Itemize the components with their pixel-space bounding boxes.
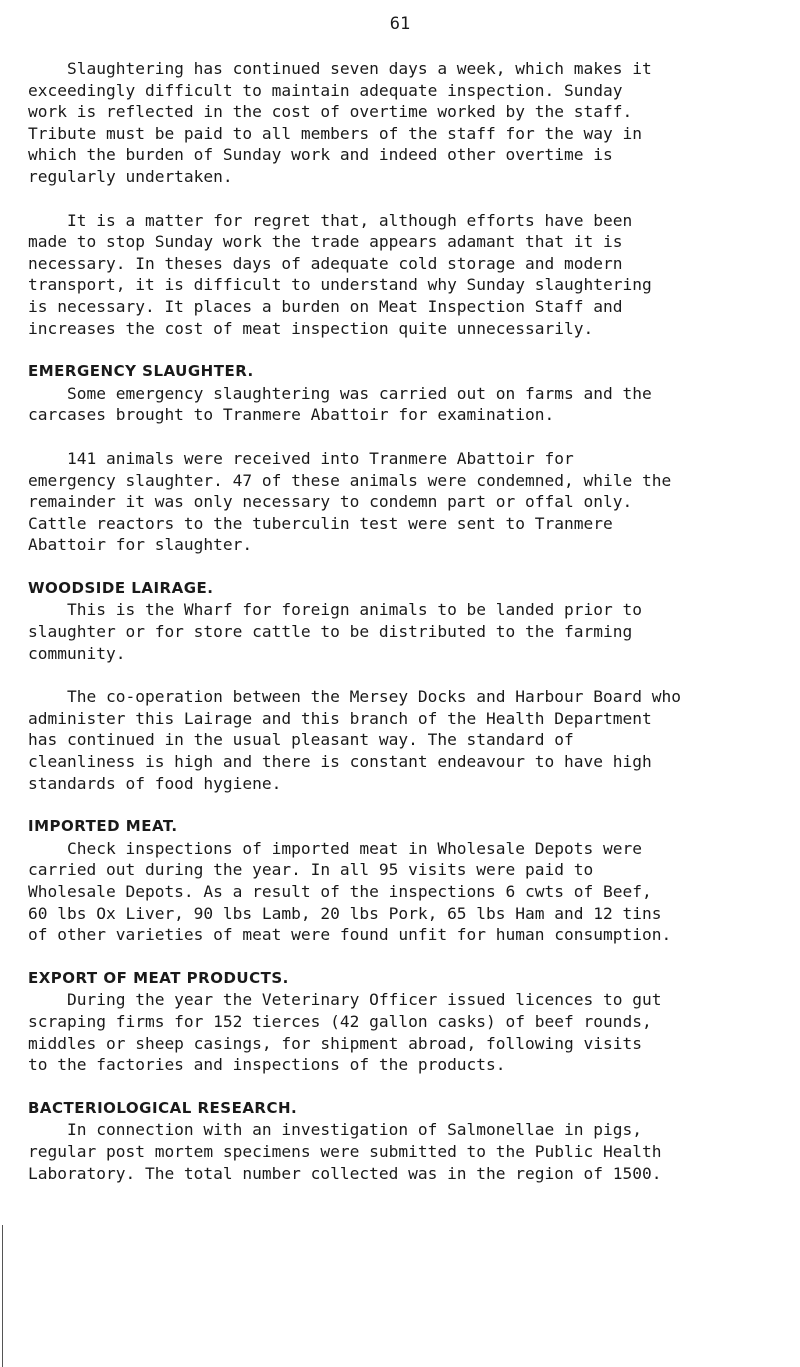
document-body <box>28 58 788 1184</box>
paragraph: In connection with an investigation of Salmonellae in pigs, regular post mortem specimens were submitted to the Public Health Laboratory. The total number collected was in the region of 1500. <box>28 1120 662 1183</box>
scan-margin-line <box>2 1225 3 1367</box>
paragraph: Check inspections of imported meat in Wholesale Depots were carried out during the year. In all 95 visits were paid to Wholesale Depots. As a result of the inspections 6 cwts of Beef, 60 lbs Ox Liver, 90 lbs Lamb, 20 lbs Pork, 65 lbs Ham and 12 tins of other varieties of meat were found unfit for human consumption. <box>28 838 672 945</box>
paragraph: The co-operation between the Mersey Docks and Harbour Board who administer this Lairage and this branch of the Health Department has continued in the usual pleasant way. The standard of cleanliness is high and there is constant endeavour to have high standards of food hygiene. <box>28 687 681 793</box>
paragraph: Slaughtering has continued seven days a week, which makes it exceedingly difficult to maintain adequate inspection. Sunday work is reflected in the cost of overtime worked by the staff. Tribute must be paid to all members of the staff for the way in which the burden of Sunday work and indeed other overtime is regularly undertaken. <box>28 59 652 186</box>
section-heading: EXPORT OF MEAT PRODUCTS. <box>28 968 289 987</box>
paragraph: It is a matter for regret that, although efforts have been made to stop Sunday work the trade appears adamant that it is necessary. In theses days of adequate cold storage and modern transport, it is difficult to understand why Sunday slaughtering is necessary. It places a burden on Meat Inspection Staff and increases the cost of meat inspection quite unnecessarily. <box>28 210 652 338</box>
page-number: 61 <box>389 14 411 34</box>
section-heading: BACTERIOLOGICAL RESEARCH. <box>28 1098 298 1117</box>
paragraph: During the year the Veterinary Officer issued licences to gut scraping firms for 152 tierces (42 gallon casks) of beef rounds, middles or sheep casings, for shipment abroad, following visits to the factories and inspections of the products. <box>28 990 662 1075</box>
paragraph: 141 animals were received into Tranmere Abattoir for emergency slaughter. 47 of these animals were condemned, while the remainder it was only necessary to condemn part or offal only. Cattle reactors to the tuberculin test were sent to Tranmere Abattoir for slaughter. <box>28 448 672 555</box>
section-heading: WOODSIDE LAIRAGE. <box>28 578 214 597</box>
paragraph: This is the Wharf for foreign animals to be landed prior to slaughter or for store cattle to be distributed to the farming community. <box>28 600 642 663</box>
section-heading: EMERGENCY SLAUGHTER. <box>28 362 254 381</box>
paragraph: Some emergency slaughtering was carried out on farms and the carcases brought to Tranmere Abattoir for examination. <box>28 383 652 425</box>
section-heading: IMPORTED MEAT. <box>28 817 178 836</box>
